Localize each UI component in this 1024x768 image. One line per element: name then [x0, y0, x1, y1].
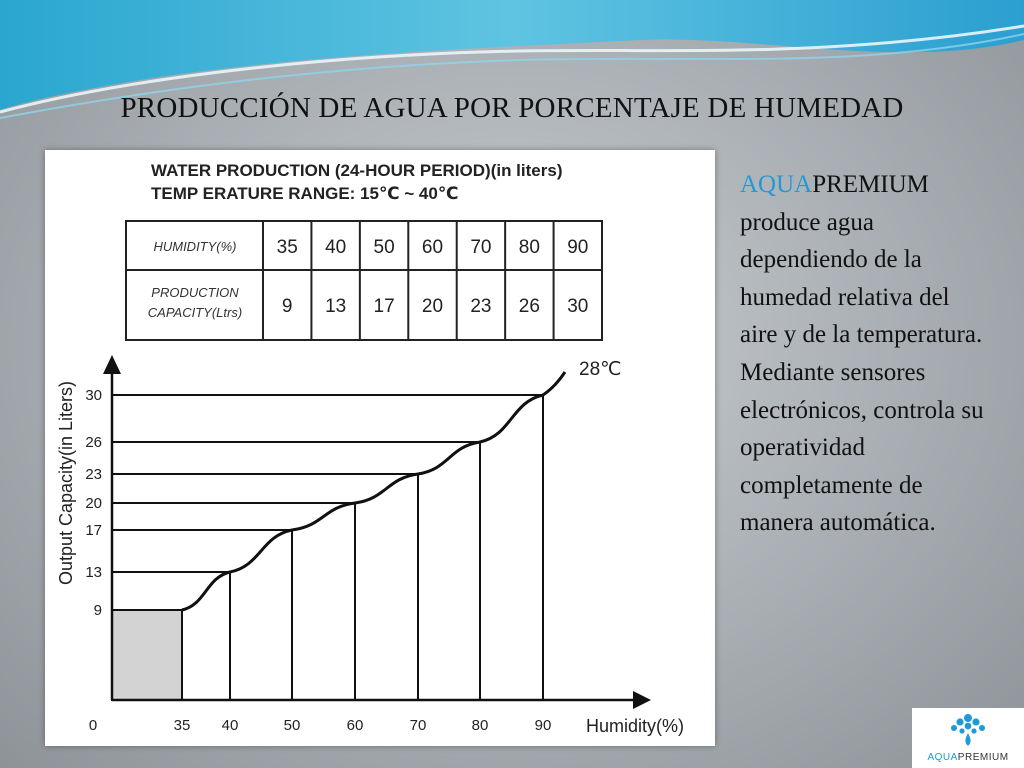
x-tick-label: 0	[88, 717, 98, 734]
y-tick-label: 23	[85, 466, 102, 483]
x-tick-label: 50	[283, 717, 301, 734]
logo-wordmark: AQUAPREMIUM	[927, 752, 1009, 763]
y-tick-label: 30	[85, 387, 102, 404]
y-tick-label: 20	[85, 495, 102, 512]
x-tick-label: 35	[173, 717, 191, 734]
table-cell-capacity: 26	[518, 296, 540, 317]
table-title-line1: WATER PRODUCTION (24-HOUR PERIOD)(in liters)	[151, 161, 563, 180]
capacity-row-label-line1: PRODUCTION	[151, 285, 239, 300]
table-cell-capacity: 13	[325, 296, 347, 317]
table-cell-capacity: 20	[421, 296, 444, 317]
series-line-28c	[182, 372, 565, 610]
chart-panel	[45, 150, 715, 746]
water-production-chart	[45, 150, 715, 746]
table-cell-humidity: 35	[276, 237, 298, 258]
production-table	[126, 221, 602, 340]
x-axis-arrow	[633, 691, 651, 709]
brand-premium: PREMIUM	[812, 171, 929, 198]
table-cell-humidity: 50	[373, 237, 395, 258]
y-tick-label: 13	[85, 564, 102, 581]
description-text	[740, 166, 990, 542]
description-body: produce agua dependiendo de la humedad relativa del aire y de la temperatura. Mediante sensores electrónicos, controla su operatividad completamente de manera automática.	[740, 208, 984, 537]
x-axis-label: Humidity(%)	[586, 716, 685, 736]
x-tick-label: 70	[409, 717, 427, 734]
shaded-region	[112, 610, 182, 700]
table-cell-capacity: 17	[373, 296, 395, 317]
table-cell-capacity: 9	[281, 296, 293, 317]
table-cell-humidity: 80	[518, 237, 540, 258]
x-tick-label: 60	[346, 717, 364, 734]
slide-title: PRODUCCIÓN DE AGUA POR PORCENTAJE DE HUMEDAD	[120, 92, 904, 124]
plot-area	[56, 355, 684, 736]
humidity-row-label: HUMIDITY(%)	[153, 239, 237, 254]
x-tick-label: 90	[534, 717, 552, 734]
aquapremium-logo	[912, 708, 1024, 768]
y-tick-label: 17	[85, 522, 102, 539]
curve-label: 28℃	[579, 359, 622, 380]
x-tick-label: 80	[471, 717, 489, 734]
x-tick-label: 40	[221, 717, 239, 734]
y-axis-arrow	[103, 355, 121, 374]
y-tick-label: 9	[93, 602, 102, 619]
table-title-line2: TEMP ERATURE RANGE: 15℃ ~ 40℃	[151, 184, 459, 203]
table-cell-humidity: 90	[567, 237, 589, 258]
table-cell-capacity: 23	[470, 296, 492, 317]
table-cell-humidity: 60	[421, 237, 444, 258]
y-tick-label: 26	[85, 434, 102, 451]
y-axis-label: Output Capacity(in Liters)	[56, 380, 76, 586]
table-cell-humidity: 70	[470, 237, 492, 258]
water-drops-icon	[912, 708, 1024, 752]
capacity-row-label-line2: CAPACITY(Ltrs)	[147, 305, 243, 320]
table-cell-capacity: 30	[567, 296, 589, 317]
table-cell-humidity: 40	[325, 237, 347, 258]
brand-aqua: AQUA	[740, 171, 813, 198]
